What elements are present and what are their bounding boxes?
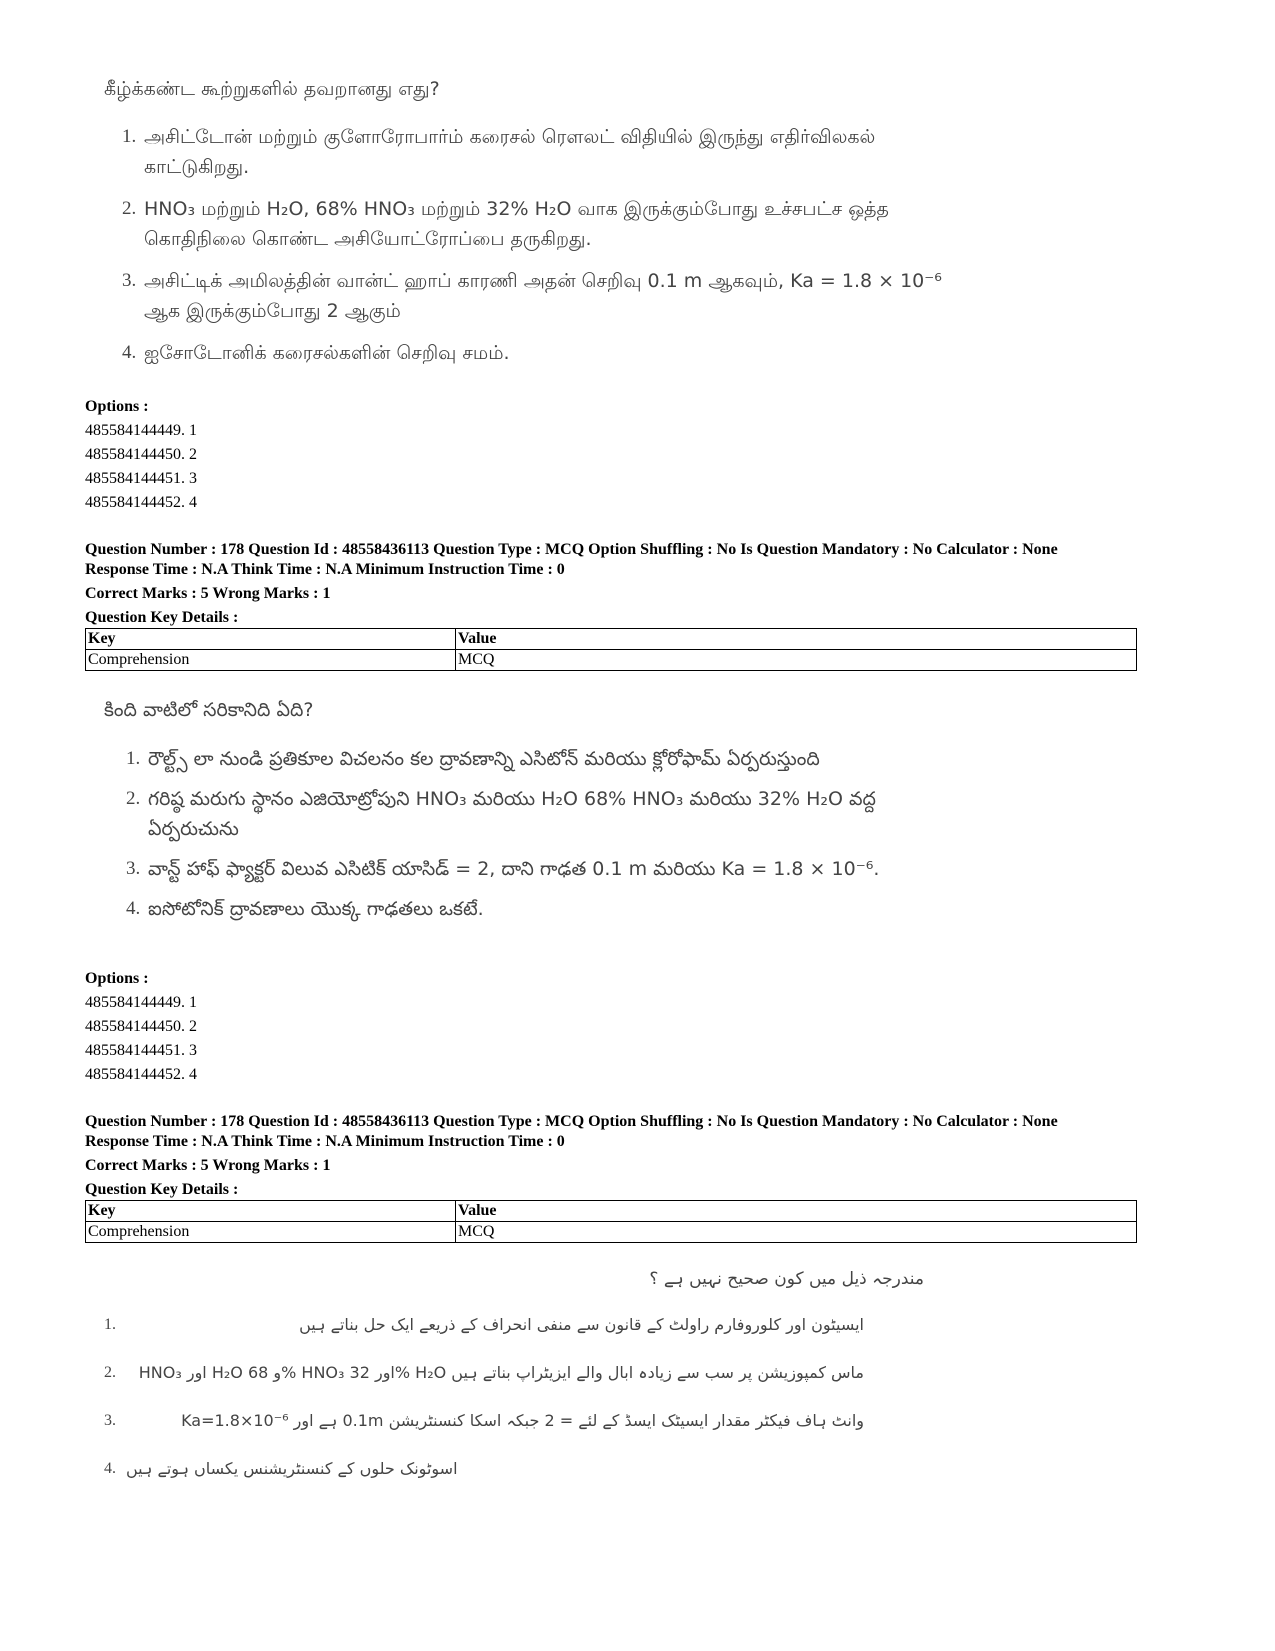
- option-line: 485584144452. 4: [85, 1066, 197, 1083]
- question-items: [122, 122, 942, 368]
- item-text: اسوٹونک حلوں کے کنسنٹریشنس یکساں ہوتے ہیں: [126, 1459, 458, 1478]
- question-heading: கீழ்க்கண்ட கூற்றுகளில் தவறானது எது?: [104, 78, 440, 100]
- key-details-table: [85, 628, 1137, 671]
- meta-line: Response Time : N.A Think Time : N.A Minimum Instruction Time : 0: [85, 561, 565, 578]
- table-header-cell: Key: [86, 1201, 456, 1222]
- question-items: [104, 1310, 864, 1484]
- options-list: [85, 395, 197, 515]
- question-item: [104, 1454, 864, 1484]
- table-row: [86, 650, 1137, 671]
- question-items: [126, 744, 926, 924]
- item-number: 2.: [126, 788, 141, 809]
- question-heading: مندرجہ ذیل میں کون صحیح نہیں ہے ؟: [649, 1269, 924, 1289]
- question-meta: [85, 540, 1058, 628]
- item-text: وانٹ ہاف فیکٹر مقدار ایسیٹک ایسڈ کے لئے = 2 جبکہ اسکا کنسنٹریشن 0.1m ہے اور Ka=1.8×10⁻⁶: [181, 1411, 864, 1430]
- item-number: 3.: [104, 1412, 116, 1429]
- item-number: 3.: [122, 270, 137, 291]
- meta-line: Correct Marks : 5 Wrong Marks : 1: [85, 1157, 331, 1174]
- meta-line: Question Number : 178 Question Id : 48558436113 Question Type : MCQ Option Shuffling : No Is Question Mandatory : No Calculator : None: [85, 541, 1058, 558]
- item-text: గరిష్ఠ మరుగు స్థానం ఎజియోట్రోపుని HNO₃ మరియు H₂O 68% HNO₃ మరియు 32% H₂O వద్ద ఏర్పరుచును: [148, 788, 876, 840]
- item-text: அசிட்டிக் அமிலத்தின் வான்ட் ஹாப் காரணி அதன் செறிவு 0.1 m ஆகவும், Ka = 1.8 × 10⁻⁶ ஆக இருக்கும்போது 2 ஆகும்: [144, 270, 942, 322]
- item-text: ایسیٹون اور کلوروفارم راولٹ کے قانون سے منفی انحراف کے ذریعے ایک حل بناتے ہیں: [299, 1315, 864, 1334]
- item-text: ஐசோடோனிக் கரைசல்களின் செறிவு சமம்.: [144, 342, 510, 364]
- table-cell: Comprehension: [86, 650, 456, 671]
- options-title: Options :: [85, 398, 149, 415]
- option-line: 485584144450. 2: [85, 446, 197, 463]
- question-item: [126, 744, 926, 774]
- table-cell: Comprehension: [86, 1222, 456, 1243]
- question-item: [126, 784, 926, 844]
- option-line: 485584144449. 1: [85, 422, 197, 439]
- meta-line: Correct Marks : 5 Wrong Marks : 1: [85, 585, 331, 602]
- question-item: [122, 194, 942, 254]
- table-row: [86, 1222, 1137, 1243]
- table-header-row: [86, 629, 1137, 650]
- question-item: [126, 854, 926, 884]
- meta-line: Response Time : N.A Think Time : N.A Minimum Instruction Time : 0: [85, 1133, 565, 1150]
- option-line: 485584144450. 2: [85, 1018, 197, 1035]
- item-number: 4.: [126, 898, 141, 919]
- question-item: [122, 338, 942, 368]
- meta-line: Question Number : 178 Question Id : 48558436113 Question Type : MCQ Option Shuffling : No Is Question Mandatory : No Calculator : None: [85, 1113, 1058, 1130]
- question-item: [104, 1310, 864, 1340]
- item-number: 4.: [122, 342, 137, 363]
- table-header-cell: Value: [456, 629, 1137, 650]
- option-line: 485584144449. 1: [85, 994, 197, 1011]
- table-cell: MCQ: [456, 650, 1137, 671]
- item-number: 3.: [126, 858, 141, 879]
- option-line: 485584144451. 3: [85, 470, 197, 487]
- item-number: 1.: [126, 748, 141, 769]
- item-number: 1.: [104, 1316, 116, 1333]
- table-cell: MCQ: [456, 1222, 1137, 1243]
- table-header-cell: Key: [86, 629, 456, 650]
- table-header-cell: Value: [456, 1201, 1137, 1222]
- meta-line: Question Key Details :: [85, 1181, 239, 1198]
- question-meta: [85, 1112, 1058, 1200]
- options-list: [85, 967, 197, 1087]
- item-number: 1.: [122, 126, 137, 147]
- item-text: రౌల్ట్స్ లా నుండి ప్రతికూల విచలనం కల ద్రావణాన్ని ఎసిటోన్ మరియు క్లోరోఫామ్ ఏర్పరుస్తుంది: [148, 748, 820, 770]
- options-title: Options :: [85, 970, 149, 987]
- option-line: 485584144451. 3: [85, 1042, 197, 1059]
- item-text: அசிட்டோன் மற்றும் குளோரோபார்ம் கரைசல் ரௌலட் விதியில் இருந்து எதிர்விலகல் காட்டுகிறது.: [144, 126, 876, 178]
- item-text: HNO₃ اور H₂O و 68% HNO₃ اور 32% H₂O ماس کمپوزیشن پر سب سے زیادہ ابال والے ایزیٹراپ بناتے ہیں: [138, 1363, 864, 1382]
- question-item: [122, 266, 942, 326]
- question-item: [104, 1406, 864, 1436]
- item-text: వాన్ట్ హాఫ్ ఫ్యాక్టర్ విలువ ఎసిటిక్ యాసిడ్ = 2, దాని గాఢత 0.1 m మరియు Ka = 1.8 × 10⁻⁶.: [148, 858, 880, 880]
- option-line: 485584144452. 4: [85, 494, 197, 511]
- question-item: [122, 122, 942, 182]
- table-header-row: [86, 1201, 1137, 1222]
- key-details-table: [85, 1200, 1137, 1243]
- item-number: 2.: [104, 1364, 116, 1381]
- question-item: [126, 894, 926, 924]
- meta-line: Question Key Details :: [85, 609, 239, 626]
- item-number: 2.: [122, 198, 137, 219]
- question-heading: కింది వాటిలో సరికానిది ఏది?: [104, 699, 314, 721]
- question-item: [104, 1358, 864, 1388]
- item-text: ఐసోటోనిక్ ద్రావణాలు యొక్క గాఢతలు ఒకటే.: [148, 898, 484, 920]
- item-number: 4.: [104, 1460, 116, 1477]
- item-text: HNO₃ மற்றும் H₂O, 68% HNO₃ மற்றும் 32% H₂O வாக இருக்கும்போது உச்சபட்ச ஒத்த கொதிநிலை கொண்ட அசியோட்ரோப்பை தருகிறது.: [144, 198, 889, 250]
